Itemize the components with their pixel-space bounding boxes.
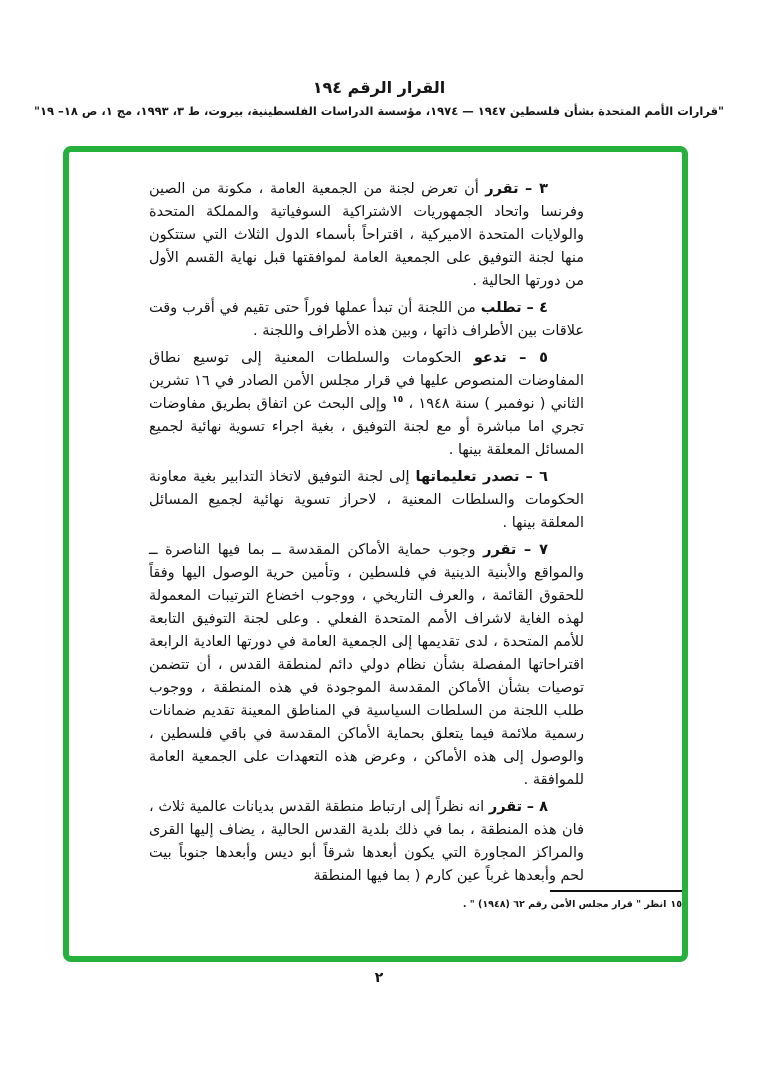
- page-number: ٢: [374, 970, 384, 986]
- resolution-paragraph-5: [149, 347, 584, 462]
- paragraph-text: الحكومات والسلطات المعنية إلى توسيع نطاق المفاوضات المنصوص عليها في قرار مجلس الأمن الصادر في ١٦ تشرين الثاني ( نوفمبر ) سنة ١٩٤٨ ،: [149, 350, 585, 412]
- resolution-paragraph-3: [149, 178, 584, 293]
- footnote-text: [452, 899, 682, 910]
- document-source-citation: "قرارات الأمم المتحدة بشأن فلسطين ١٩٤٧ — ١٩٧٤، مؤسسة الدراسات الفلسطينية، بيروت، ط ٣، ١٩٩٣، مج ١، ص ١٨– ١٩": [34, 104, 724, 118]
- footnote-ref: ١٥: [392, 395, 404, 406]
- paragraph-lead-word: تقرر: [483, 542, 517, 558]
- footnote-divider: [550, 890, 682, 892]
- paragraph-text: أن تعرض لجنة من الجمعية العامة ، مكونة من الصين وفرنسا واتحاد الجمهوريات الاشتراكية السوفياتية والمملكة المتحدة والولايات المتحدة الاميركية ، اقتراحاً بأسماء الدول الثلاث التي ستتكون منها لجنة التوفيق على الجمعية العامة لموافقتها قبل نهاية القسم الأول من دورتها الحالية .: [149, 181, 584, 289]
- footnote-number: ١٥: [670, 899, 682, 910]
- paragraph-lead-word: تصدر تعليماتها: [415, 469, 520, 485]
- document-title: القرار الرقم ١٩٤: [312, 78, 446, 97]
- paragraph-text: وجوب حماية الأماكن المقدسة ــ بما فيها الناصرة ــ والمواقع والأبنية الدينية في فلسطين ، وتأمين حرية الوصول اليها وفقاً للحقوق القائمة ، والعرف التاريخي ، ووجوب اخضاع الترتيبات المعمولة لهذه الغاية لاشراف الأمم المتحدة الفعلي . وعلى لجنة التوفيق التابعة للأمم المتحدة ، لدى تقديمها إلى الجمعية العامة في دورتها العادية الرابعة اقتراحاتها المفصلة بشأن نظام دولي دائم لمنطقة القدس ، أن تتضمن توصيات بشأن الأماكن المقدسة الموجودة في هذه المنطقة ، ووجوب طلب اللجنة من السلطات السياسية في المناطق المعينة تقديم ضمانات رسمية ملائمة فيما يتعلق بحماية الأماكن المقدسة في باقي فلسطين ، والوصول إلى هذه الأماكن ، وعرض هذه التعهدات على الجمعية العامة للموافقة .: [149, 542, 584, 788]
- paragraph-text: انه نظراً إلى ارتباط منطقة القدس بديانات عالمية ثلاث ، فان هذه المنطقة ، بما في ذلك بلدية القدس الحالية ، يضاف إليها القرى والمراكز المجاورة التي يكون أبعدها شرقاً أبو ديس وأبعدها جنوباً بيت لحم وأبعدها غرباً عين كارم ( بما فيها المنطقة: [149, 799, 584, 884]
- footnote-block: [452, 890, 682, 910]
- paragraph-text: من اللجنة أن تبدأ عملها فوراً حتى تقيم في أقرب وقت علاقات بين الأطراف ذاتها ، وبين هذه الأطراف واللجنة .: [149, 300, 584, 339]
- paragraph-number: ٨ –: [526, 799, 549, 815]
- resolution-paragraph-7: [149, 539, 584, 792]
- paragraph-lead-word: تقرر: [485, 181, 519, 197]
- paragraph-number: ٧ –: [523, 542, 548, 558]
- paragraph-number: ٤ –: [526, 300, 549, 316]
- resolution-paragraph-6: [149, 466, 584, 535]
- resolution-paragraph-4: [149, 297, 584, 343]
- paragraph-lead-word: تقرر: [488, 799, 523, 815]
- footnote-body: انظر " قرار مجلس الأمن رقم ٦٢ (١٩٤٨) " .: [462, 899, 667, 910]
- paragraph-text: إلى لجنة التوفيق لاتخاذ التدابير بغية معاونة الحكومات والسلطات المعنية ، لاحراز تسوية نهائية لجميع المسائل المعلقة بينها .: [149, 469, 584, 531]
- paragraph-lead-word: تدعو: [473, 350, 507, 366]
- resolution-text-block: [149, 178, 584, 892]
- paragraph-number: ٦ –: [525, 469, 548, 485]
- resolution-paragraph-8: [149, 796, 584, 888]
- paragraph-number: ٥ –: [519, 350, 548, 366]
- paragraph-number: ٣ –: [525, 181, 549, 197]
- paragraph-text-cont: وإلى البحث عن اتفاق بطريق مفاوضات تجري اما مباشرة أو مع لجنة التوفيق ، بغية اجراء تسوية نهائية لجميع المسائل المعلقة بينها .: [149, 396, 584, 458]
- paragraph-lead-word: تطلب: [480, 300, 522, 316]
- highlight-frame: [63, 146, 688, 962]
